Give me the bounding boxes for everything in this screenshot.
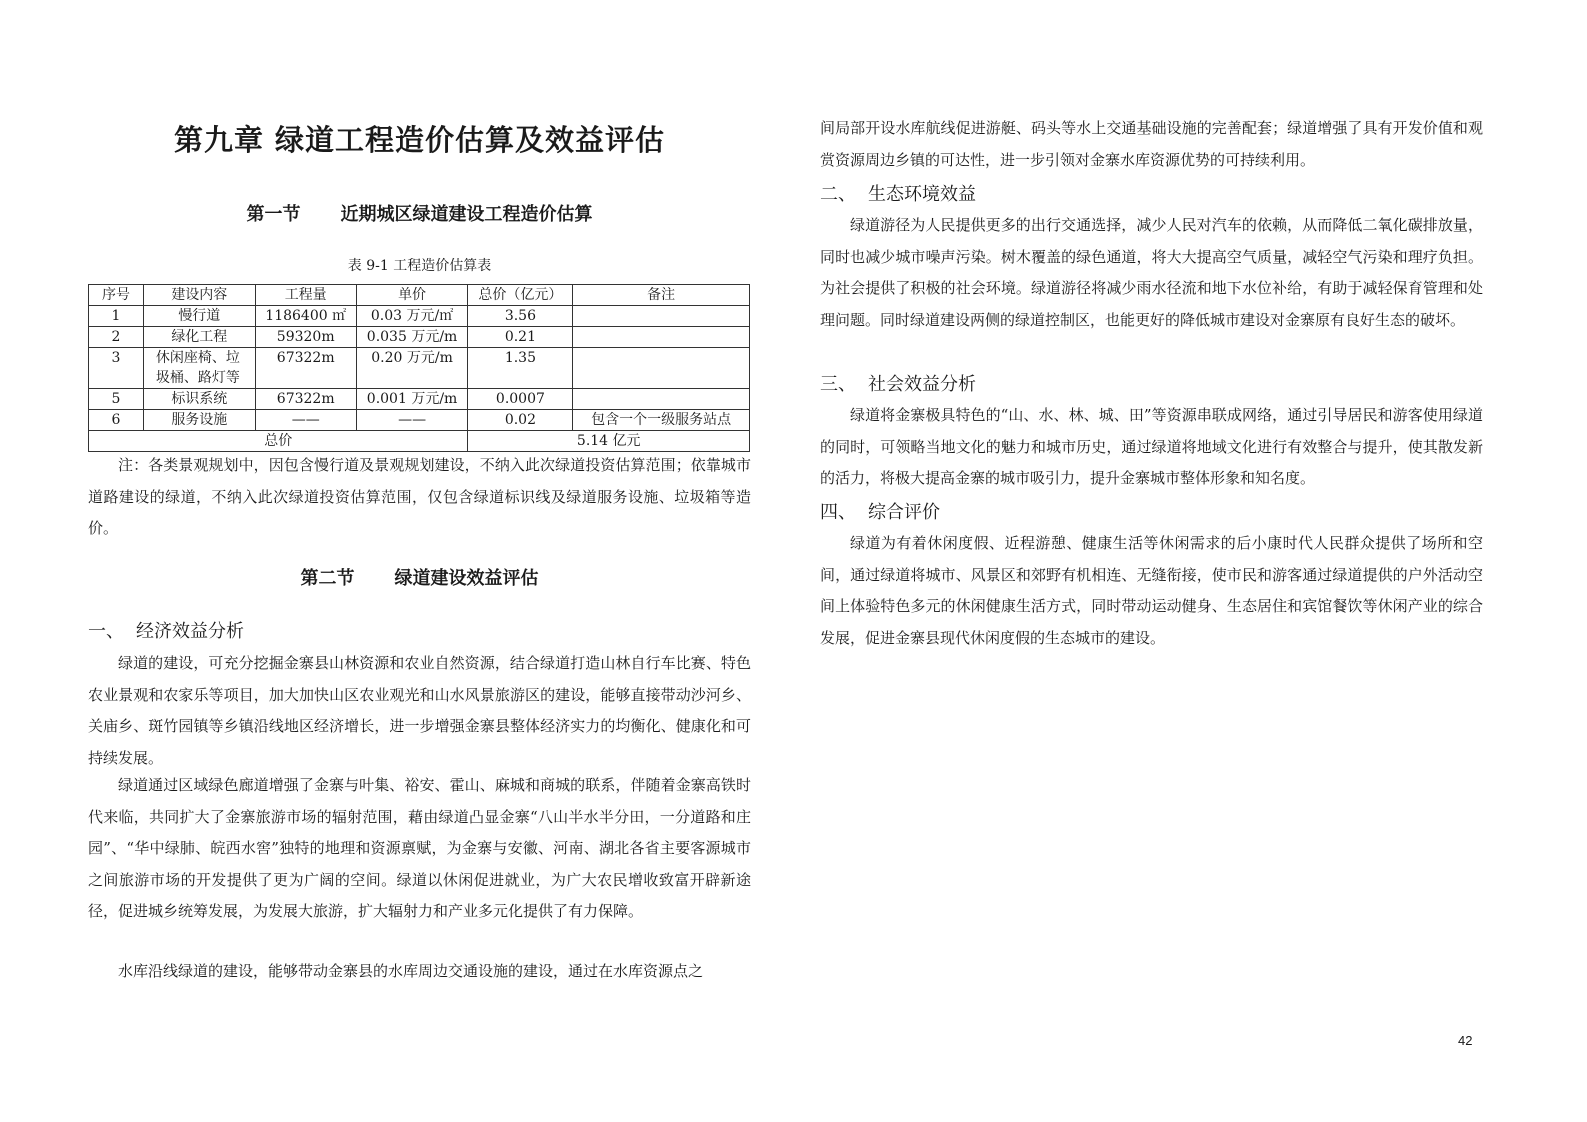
economic-paragraph-1: 绿道的建设，可充分挖掘金寨县山林资源和农业自然资源，结合绿道打造山林自行车比赛、特色农业景观和农家乐等项目，加大加快山区农业观光和山水风景旅游区的建设，能够直接带动沙河乡、关庙乡、斑竹园镇等乡镇沿线地区经济增长，进一步增强金寨县整体经济实力的均衡化、健康化和可持续发展。 (88, 654, 751, 767)
table-total-row (89, 431, 750, 452)
summary-heading (820, 498, 940, 524)
table-cell: 0.0007 (468, 389, 573, 410)
table-cell: 6 (89, 410, 144, 431)
table-cell (573, 389, 750, 410)
table-header-cell: 工程量 (255, 285, 356, 306)
table-row (89, 410, 750, 431)
summary-paragraph: 绿道为有着休闲度假、近程游憩、健康生活等休闲需求的后小康时代人民群众提供了场所和空间，通过绿道将城市、风景区和郊野有机相连、无缝衔接，使市民和游客通过绿道提供的户外活动空间上体验特色多元的休闲健康生活方式，同时带动运动健身、生态居住和宾馆餐饮等休闲产业的综合发展，促进金寨县现代休闲度假的生态城市的建设。 (820, 534, 1483, 647)
table-cell: 67322m (255, 348, 356, 389)
chapter-title: 第九章 绿道工程造价估算及效益评估 (173, 123, 666, 157)
table-cell: 0.035 万元/m (356, 327, 468, 348)
heading-title: 社会效益分析 (868, 374, 976, 395)
table-cell: —— (356, 410, 468, 431)
table-row (89, 327, 750, 348)
heading-number: 一、 (88, 621, 124, 642)
table-cell: 0.21 (468, 327, 573, 348)
section-2-number: 第二节 (300, 568, 355, 589)
economic-paragraph-2: 绿道通过区域绿色廊道增强了金寨与叶集、裕安、霍山、麻城和商城的联系，伴随着金寨高铁时代来临，共同扩大了金寨旅游市场的辐射范围，藉由绿道凸显金寨“八山半水半分田，一分道路和庄园”、“华中绿肺、皖西水窖”独特的地理和资源禀赋，为金寨与安徽、河南、湖北各省主要客源城市之间旅游市场的开发提供了更为广阔的空间。绿道以休闲促进就业，为广大农民增收致富开辟新途径，促进城乡统筹发展，为发展大旅游，扩大辐射力和产业多元化提供了有力保障。 (88, 776, 751, 920)
table-cell: 服务设施 (143, 410, 255, 431)
table-cell: 59320m (255, 327, 356, 348)
cost-estimate-table (88, 284, 750, 452)
table-total-value: 5.14 亿元 (468, 431, 750, 452)
section-1-title: 近期城区绿道建设工程造价估算 (340, 204, 593, 225)
heading-title: 经济效益分析 (136, 621, 244, 642)
table-header-cell: 总价（亿元） (468, 285, 573, 306)
table-header-cell: 单价 (356, 285, 468, 306)
table-cell (573, 327, 750, 348)
table-cell: 慢行道 (143, 306, 255, 327)
table-cell: 67322m (255, 389, 356, 410)
table-cell: 2 (89, 327, 144, 348)
heading-title: 生态环境效益 (868, 184, 976, 205)
table-cell: 绿化工程 (143, 327, 255, 348)
table-caption: 表 9-1 工程造价估算表 (347, 258, 492, 274)
section-1-number: 第一节 (246, 204, 301, 225)
ecology-paragraph: 绿道游径为人民提供更多的出行交通选择，减少人民对汽车的依赖，从而降低二氧化碳排放量，同时也减少城市噪声污染。树木覆盖的绿色通道，将大大提高空气质量，减轻空气污染和理疗负担。为社会提供了积极的社会环境。绿道游径将减少雨水径流和地下水位补给，有助于减轻保育管理和处理问题。同时绿道建设两侧的绿道控制区，也能更好的降低城市建设对金寨原有良好生态的破坏。 (820, 216, 1483, 329)
social-heading (820, 370, 976, 396)
social-paragraph: 绿道将金寨极具特色的“山、水、林、城、田”等资源串联成网络，通过引导居民和游客使用绿道的同时，可领略当地文化的魅力和城市历史，通过绿道将地域文化进行有效整合与提升，使其散发新的活力，将极大提高金寨的城市吸引力，提升金寨城市整体形象和知名度。 (820, 406, 1483, 487)
table-cell: 休闲座椅、垃圾桶、路灯等 (143, 348, 255, 389)
table-cell: 0.02 (468, 410, 573, 431)
table-cell: 包含一个一级服务站点 (573, 410, 750, 431)
table-cell: 1186400 ㎡ (255, 306, 356, 327)
heading-number: 四、 (820, 502, 856, 523)
economic-paragraph-3-continued: 间局部开设水库航线促进游艇、码头等水上交通基础设施的完善配套；绿道增强了具有开发价值和观赏资源周边乡镇的可达性，进一步引领对金寨水库资源优势的可持续利用。 (820, 119, 1483, 169)
table-header-cell: 备注 (573, 285, 750, 306)
table-cell: 3.56 (468, 306, 573, 327)
table-total-label: 总价 (89, 431, 468, 452)
table-cell: 1 (89, 306, 144, 327)
section-2-title: 绿道建设效益评估 (394, 568, 539, 589)
ecology-heading (820, 180, 976, 206)
heading-number: 二、 (820, 184, 856, 205)
table-cell: 3 (89, 348, 144, 389)
heading-title: 综合评价 (868, 502, 940, 523)
table-cell: 5 (89, 389, 144, 410)
page-number: 42 (1458, 1033, 1473, 1048)
table-header-row (89, 285, 750, 306)
table-cell: 标识系统 (143, 389, 255, 410)
table-cell: 0.20 万元/m (356, 348, 468, 389)
economic-paragraph-3: 水库沿线绿道的建设，能够带动金寨县的水库周边交通设施的建设，通过在水库资源点之 (118, 962, 704, 980)
table-cell (573, 306, 750, 327)
table-header-cell: 建设内容 (143, 285, 255, 306)
table-cell (573, 348, 750, 389)
economic-heading (88, 617, 244, 643)
table-row (89, 348, 750, 389)
section-2-heading (88, 564, 751, 590)
section-1-heading (88, 200, 751, 226)
table-cell: 1.35 (468, 348, 573, 389)
table-cell: 0.001 万元/m (356, 389, 468, 410)
table-cell: 0.03 万元/㎡ (356, 306, 468, 327)
table-note: 注：各类景观规划中，因包含慢行道及景观规划建设，不纳入此次绿道投资估算范围；依靠城市道路建设的绿道，不纳入此次绿道投资估算范围，仅包含绿道标识线及绿道服务设施、垃圾箱等造价。 (88, 456, 751, 537)
table-header-cell: 序号 (89, 285, 144, 306)
table-row (89, 306, 750, 327)
heading-number: 三、 (820, 374, 856, 395)
table-cell: —— (255, 410, 356, 431)
table-row (89, 389, 750, 410)
